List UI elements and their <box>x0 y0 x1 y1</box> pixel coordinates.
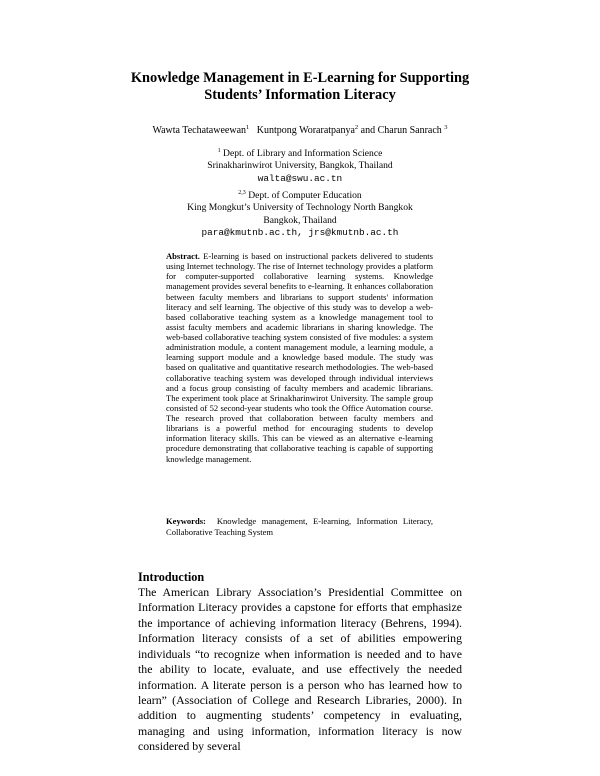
keywords-label: Keywords: <box>166 516 206 526</box>
author-affiliation-mark: 2 <box>354 124 359 131</box>
author-name: Charun Sanrach <box>377 125 442 136</box>
affiliation-1 <box>100 145 500 185</box>
section-heading: Introduction <box>138 570 205 584</box>
abstract-text: E-learning is based on instructional packets delivered to students using Internet technology. The rise of Internet technology provides a platform for computer-supported collaborative learning systems. Knowledge management provides several benefits to e-learning. It enhances collaboration between faculty members and librarians to support students' information literacy and self learning. The objective of this study was to develop a web-based collaborative teaching system as a knowledge management tool to assist faculty members and academic librarians in sharing knowledge. The web-based collaborative teaching system consisted of five modules: a system administration module, a content management module, a learning module, a learning support module and a knowledge based module. The study was based on qualitative and quantitative research methodologies. The web-based collaborative teaching system was developed through individual interviews and a focus group consisting of faculty members and academic librarians. The experiment took place at Srinakharinwirot University. The sample group consisted of 52 second-year students who took the Office Automation course. The research proved that collaboration between faculty members and librarians is a powerful method for encouraging students to develop information literacy skills. This can be viewed as an alternative e-learning procedure demonstrating that collaborative teaching is capable of supporting knowledge management. <box>166 251 434 464</box>
author-affiliation-mark: 3 <box>444 124 448 131</box>
section-body: The American Library Association’s Presidential Committee on Information Literacy provides a capstone for efforts that emphasize the importance of achieving information literacy (Behrens, 1994). Information literacy consists of a set of abilities empowering individuals “to recognize when information is needed and to have the ability to locate, evaluate, and use effectively the needed information. A literate person is a person who has learned how to learn” (Association of College and Research Libraries, 2000). In addition to augmenting students’ competency in evaluating, managing and using information, information literacy is now considered by several <box>138 585 462 754</box>
title-line-1: Knowledge Management in E-Learning for Supporting <box>130 70 470 86</box>
affiliation-email: para@kmutnb.ac.th, jrs@kmutnb.ac.th <box>201 226 399 238</box>
author-conjunction: and <box>360 125 376 136</box>
affiliation-mark: 1 <box>217 148 221 154</box>
affiliation-university: King Mongkut’s University of Technology North Bangkok <box>187 202 413 214</box>
affiliation-city: Bangkok, Thailand <box>263 214 337 226</box>
affiliation-mark: 2,3 <box>238 190 246 196</box>
abstract-label: Abstract. <box>166 251 200 261</box>
paper-title <box>100 70 500 104</box>
author-affiliation-mark: 1 <box>246 124 250 131</box>
affiliation-department: Dept. of Library and Information Science <box>223 148 383 159</box>
abstract <box>166 251 433 464</box>
affiliation-2 <box>100 187 500 239</box>
keywords <box>166 516 433 537</box>
keywords-text: Knowledge management, E-learning, Information Literacy, Collaborative Teaching System <box>166 516 433 537</box>
affiliation-department: Dept. of Computer Education <box>248 190 362 201</box>
author-list <box>60 122 540 137</box>
author-name: Kuntpong Woraratpanya <box>256 125 355 136</box>
author-name: Wawta Techataweewan <box>152 125 247 136</box>
affiliation-email: walta@swu.ac.tn <box>257 172 343 184</box>
title-line-2: Students’ Information Literacy <box>204 87 396 103</box>
affiliation-university: Srinakharinwirot University, Bangkok, Thailand <box>207 160 393 172</box>
